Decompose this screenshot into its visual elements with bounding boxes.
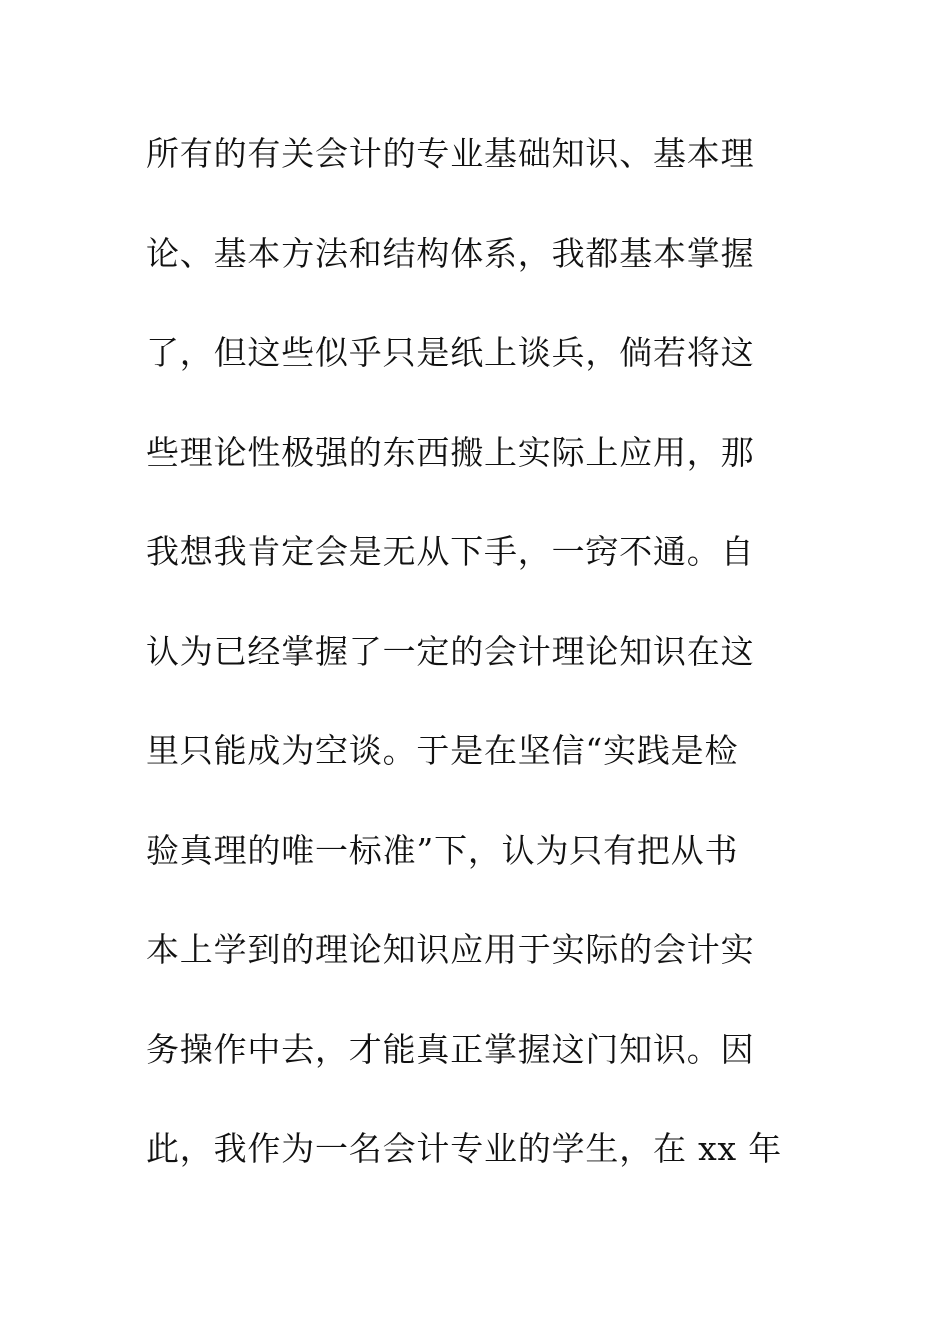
text-line-11: 此，我作为一名会计专业的学生，在 xx 年 — [146, 1129, 783, 1168]
text-line-5: 我想我肯定会是无从下手，一窍不通。自 — [146, 532, 755, 571]
text-line-1: 所有的有关会计的专业基础知识、基本理 — [146, 134, 755, 173]
text-line-2: 论、基本方法和结构体系，我都基本掌握 — [146, 233, 755, 273]
text-line-7: 里只能成为空谈。于是在坚信“实践是检 — [146, 731, 739, 770]
text-line-4: 些理论性极强的东西搬上实际上应用，那 — [146, 432, 755, 472]
text-line-9: 本上学到的理论知识应用于实际的会计实 — [146, 930, 755, 969]
text-line-10: 务操作中去，才能真正掌握这门知识。因 — [146, 1029, 755, 1069]
text-line-3: 了，但这些似乎只是纸上谈兵，倘若将这 — [146, 333, 755, 372]
text-line-8: 验真理的唯一标准”下，认为只有把从书 — [146, 830, 739, 870]
text-line-6: 认为已经掌握了一定的会计理论知识在这 — [146, 631, 755, 671]
body-text — [146, 126, 806, 1221]
